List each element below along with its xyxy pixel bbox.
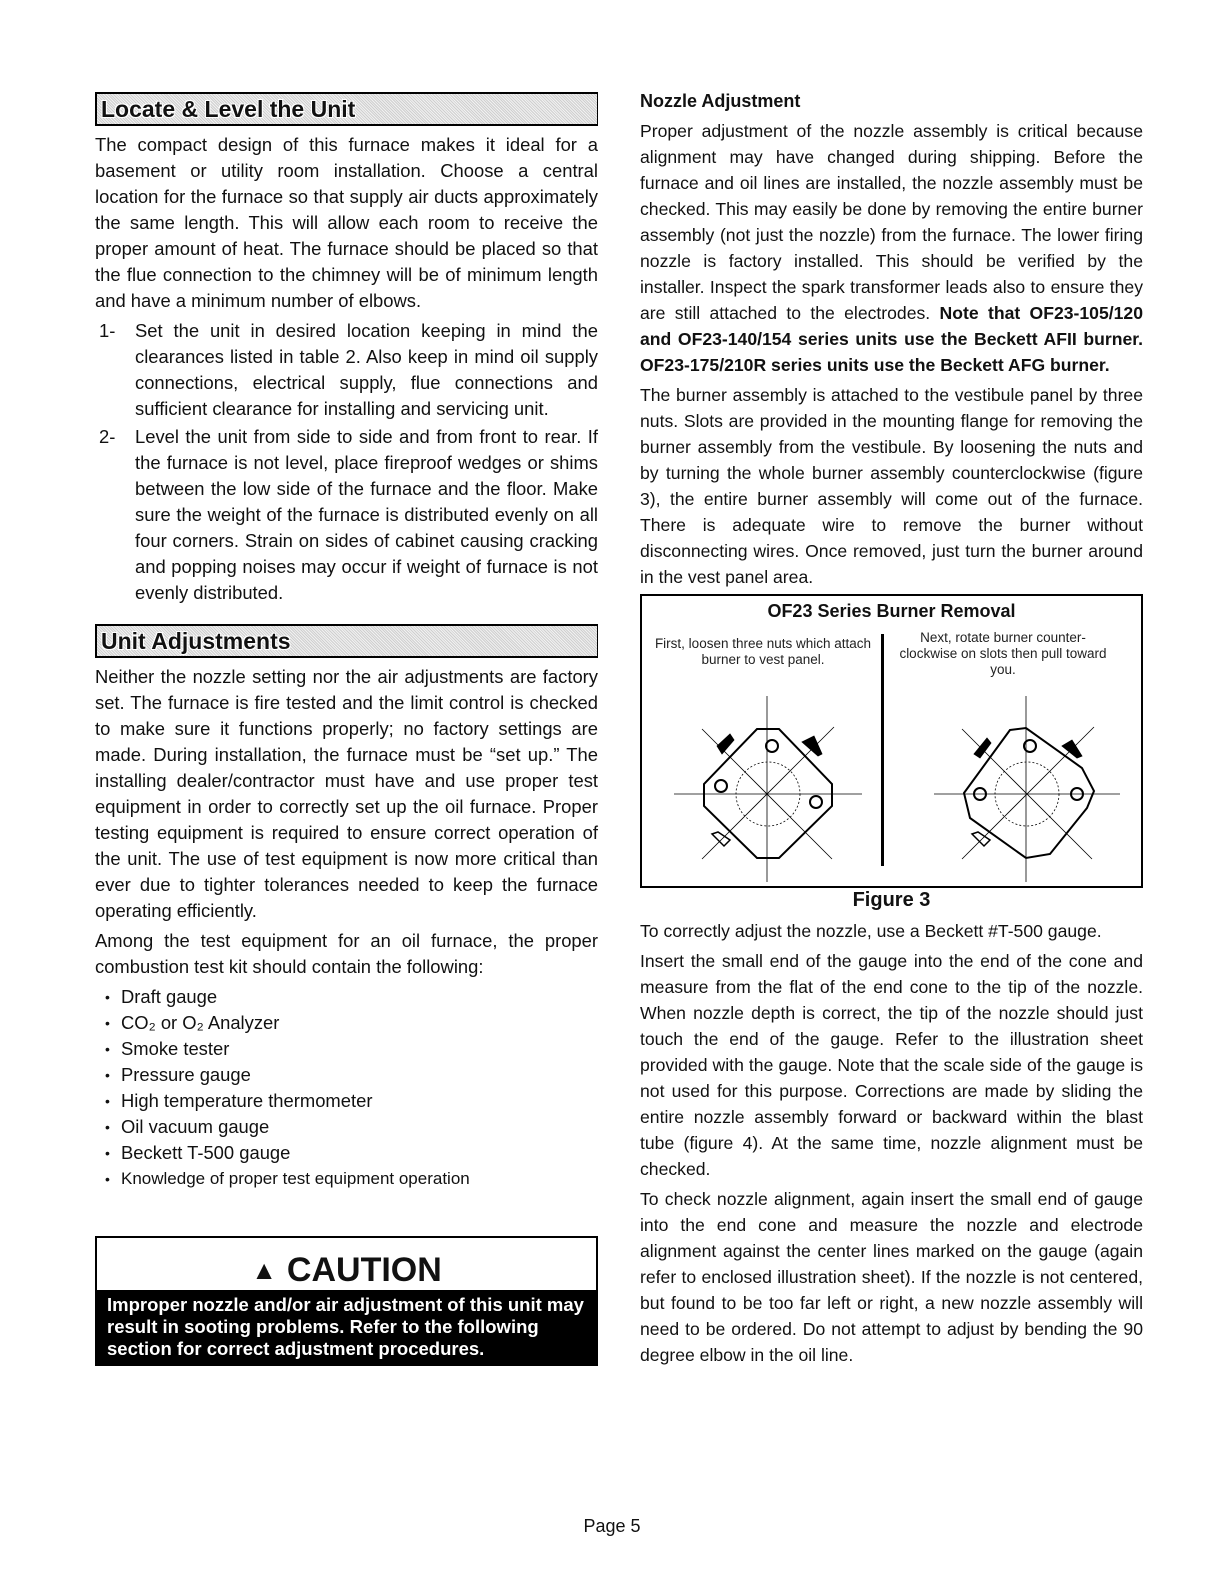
step-text: Set the unit in desired location keeping in mind the clearances listed in table 2. Also keep in mind oil supply connections, electrical supply, flue connections and sufficient clearance for installing and servicing unit. [135,320,598,419]
paragraph-text: Proper adjustment of the nozzle assembly is critical because alignment may have changed during shipping. Before the furnace and oil lines are installed, the nozzle assembly must be checked. This may easily be done by removing the entire burner assembly (not just the nozzle) from the furnace. The lower firing nozzle is factory installed. This should be verified by the installer. Inspect the spark transformer leads also to ensure they are still attached to the electrodes. [640,121,1143,323]
nozzle-paragraph-4: Insert the small end of the gauge into the end of the cone and measure from the flat of the end cone to the tip of the nozzle. When nozzle depth is correct, the tip of the nozzle should just touch the end of the gauge. Refer to the illustration sheet provided with the gauge. Note that the scale side of the gauge is not used for this purpose. Corrections are made by sliding the entire nozzle assembly forward or backward within the blast tube (figure 4). At the same time, nozzle alignment must be checked. [640,951,1143,1179]
list-item: • Oil vacuum gauge [95,1114,598,1140]
list-item: • Draft gauge [95,984,598,1010]
caution-title: CAUTION [286,1251,442,1289]
list-item [95,424,598,606]
figure-title: OF23 Series Burner Removal [767,601,1016,621]
adjustments-paragraph: Neither the nozzle setting nor the air adjustments are factory set. The furnace is fire tested and the limit control is checked to make sure it functions properly; no factory settings are made. During installation, the furnace must be “set up.” The installing dealer/contractor must have and use proper test equipment in order to correctly set up the oil furnace. Proper testing equipment is required to ensure correct operation of the unit. The use of test equipment is now more critical than ever due to tighter tolerances needed to keep the furnace operating efficiently. [95,666,598,921]
figure-caption-right: Next, rotate burner counter-clockwise on slots then pull toward you. [899,630,1107,677]
nozzle-paragraph-1 [640,118,1143,378]
list-item: • Smoke tester [95,1036,598,1062]
caution-title-row [97,1246,596,1294]
list-item: • Pressure gauge [95,1062,598,1088]
burner-left-diagram [674,696,862,882]
list-item: • Beckett T-500 gauge [95,1140,598,1166]
nozzle-paragraph-5: To check nozzle alignment, again insert the small end of gauge into the end cone and measure the nozzle and electrode alignment against the center lines marked on the gauge (again refer to enclosed illustration sheet). If the nozzle is not centered, but found to be too far left or right, a new nozzle assembly will need to be ordered. Do not attempt to adjust by bending the 90 degree elbow in the oil line. [640,1189,1143,1365]
locate-paragraph: The compact design of this furnace makes it ideal for a basement or utility room installation. Choose a central location for the furnace so that supply air ducts approximately the same length. This will allow each room to receive the proper amount of heat. The furnace should be placed so that the flue connection to the chimney will be of minimum length and have a minimum number of elbows. [95,134,598,311]
burner-flange-diagram-icon [642,596,1141,882]
step-text: Level the unit from side to side and from front to rear. If the furnace is not level, place fireproof wedges or shims between the low side of the furnace and the floor. Make sure the weight of the furnace is distributed evenly on all four corners. Strain on sides of cabinet causing cracking and popping noises may occur if weight of furnace is not evenly distributed. [135,426,598,603]
left-column [95,88,598,1366]
section-heading-unit-adjustments: Unit Adjustments [95,624,598,658]
nozzle-paragraph-2: The burner assembly is attached to the vestibule panel by three nuts. Slots are provided in the mounting flange for removing the burner assembly from the vestibule. By loosening the nuts and by turning the whole burner assembly counterclockwise (figure 3), the entire burner assembly will come out of the furnace. There is adequate wire to remove the burner without disconnecting wires. Once removed, just turn the burner around in the vest panel area. [640,385,1143,587]
burner-right-diagram [934,696,1120,882]
list-item: • High temperature thermometer [95,1088,598,1114]
figure-caption-left: First, loosen three nuts which attach burner to vest panel. [654,636,872,667]
page-number: Page 5 [583,1516,641,1536]
list-item: • CO₂ or O₂ Analyzer [95,1010,598,1036]
nozzle-adjustment-heading: Nozzle Adjustment [640,91,801,111]
caution-box [95,1236,598,1366]
list-item: • Knowledge of proper test equipment operation [95,1166,598,1192]
figure-label: Figure 3 [852,889,931,911]
equipment-intro: Among the test equipment for an oil furnace, the proper combustion test kit should contain the following: [95,930,598,977]
burner-note: Note that OF23-105/120 and OF23-140/154 series units use the Beckett AFII burner. OF23-175/210R series units use the Beckett AFG burner. [640,303,1143,375]
caution-text: Improper nozzle and/or air adjustment of this unit may result in sooting problems. Refer to the following section for correct adjustment procedures. [97,1290,596,1364]
list-item [95,318,598,422]
nozzle-paragraph-3: To correctly adjust the nozzle, use a Beckett #T-500 gauge. [640,921,1102,941]
steps-list [95,318,598,606]
section-heading-locate-level: Locate & Level the Unit [95,92,598,126]
equipment-list [95,984,598,1192]
right-column [640,88,1143,1372]
figure-3-box [640,594,1143,888]
step-number: 1- [99,320,116,341]
step-number: 2- [99,426,116,447]
warning-triangle-icon: ▲ [251,1255,277,1285]
